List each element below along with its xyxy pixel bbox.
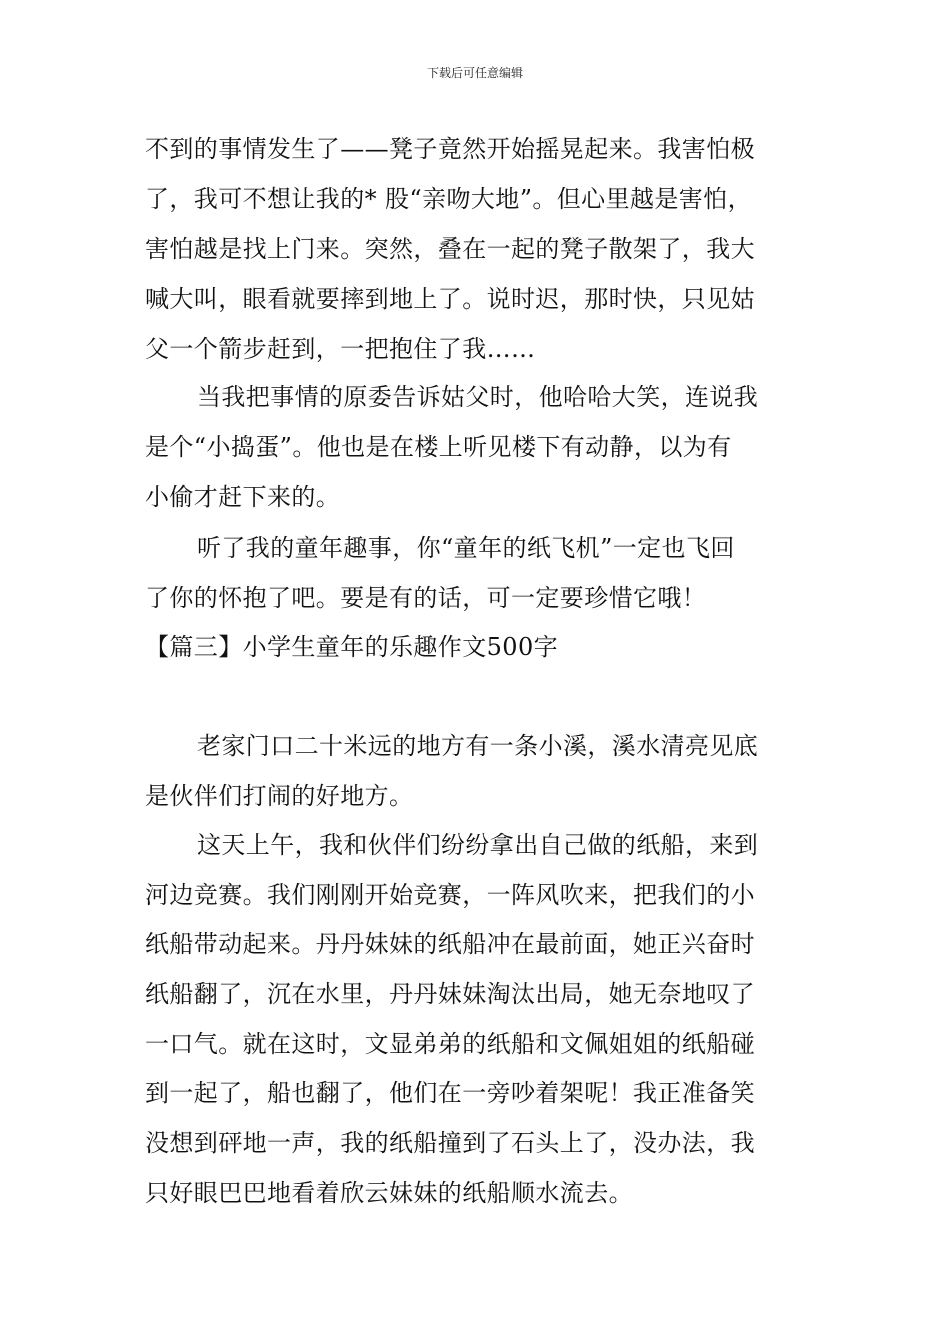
text-line: 当我把事情的原委告诉姑父时，他哈哈大笑，连说我 [197,383,759,411]
section-heading: 【篇三】小学生童年的乐趣作文500字 [145,633,559,661]
text-line: 小偷才赶下来的。 [145,483,341,511]
text-line: 只好眼巴巴地看着欣云妹妹的纸船顺水流去。 [145,1179,633,1207]
text-line: 了你的怀抱了吧。要是有的话，可一定要珍惜它哦！ [145,584,707,612]
text-line: 没想到砰地一声，我的纸船撞到了石头上了，没办法，我 [145,1129,755,1157]
text-line: 一口气。就在这时，文显弟弟的纸船和文佩姐姐的纸船碰 [145,1030,755,1058]
text-line: 父一个箭步赶到，一把抱住了我…… [145,335,536,363]
text-line: 了，我可不想让我的* 股“亲吻大地”。但心里越是害怕， [145,185,752,213]
text-line: 这天上午，我和伙伴们纷纷拿出自己做的纸船，来到 [197,831,759,859]
text-line: 听了我的童年趣事，你“童年的纸飞机”一定也飞回 [197,534,735,562]
text-line: 纸船翻了，沉在水里，丹丹妹妹淘汰出局，她无奈地叹了 [145,980,755,1008]
text-line: 河边竞赛。我们刚刚开始竞赛，一阵风吹来，把我们的小 [145,881,755,909]
page-header: 下载后可任意编辑 [426,66,523,80]
text-line: 不到的事情发生了——凳子竟然开始摇晃起来。我害怕极 [145,135,755,163]
text-line: 喊大叫，眼看就要摔到地上了。说时迟，那时快，只见姑 [145,285,755,313]
text-line: 害怕越是找上门来。突然，叠在一起的凳子散架了，我大 [145,235,755,263]
text-line: 纸船带动起来。丹丹妹妹的纸船冲在最前面，她正兴奋时 [145,930,755,958]
text-line: 到一起了，船也翻了，他们在一旁吵着架呢！我正准备笑 [145,1079,755,1107]
text-line: 是个“小捣蛋”。他也是在楼上听见楼下有动静，以为有 [145,433,732,461]
text-line: 老家门口二十米远的地方有一条小溪，溪水清亮见底 [197,732,759,760]
text-line: 是伙伴们打闹的好地方。 [145,782,414,810]
